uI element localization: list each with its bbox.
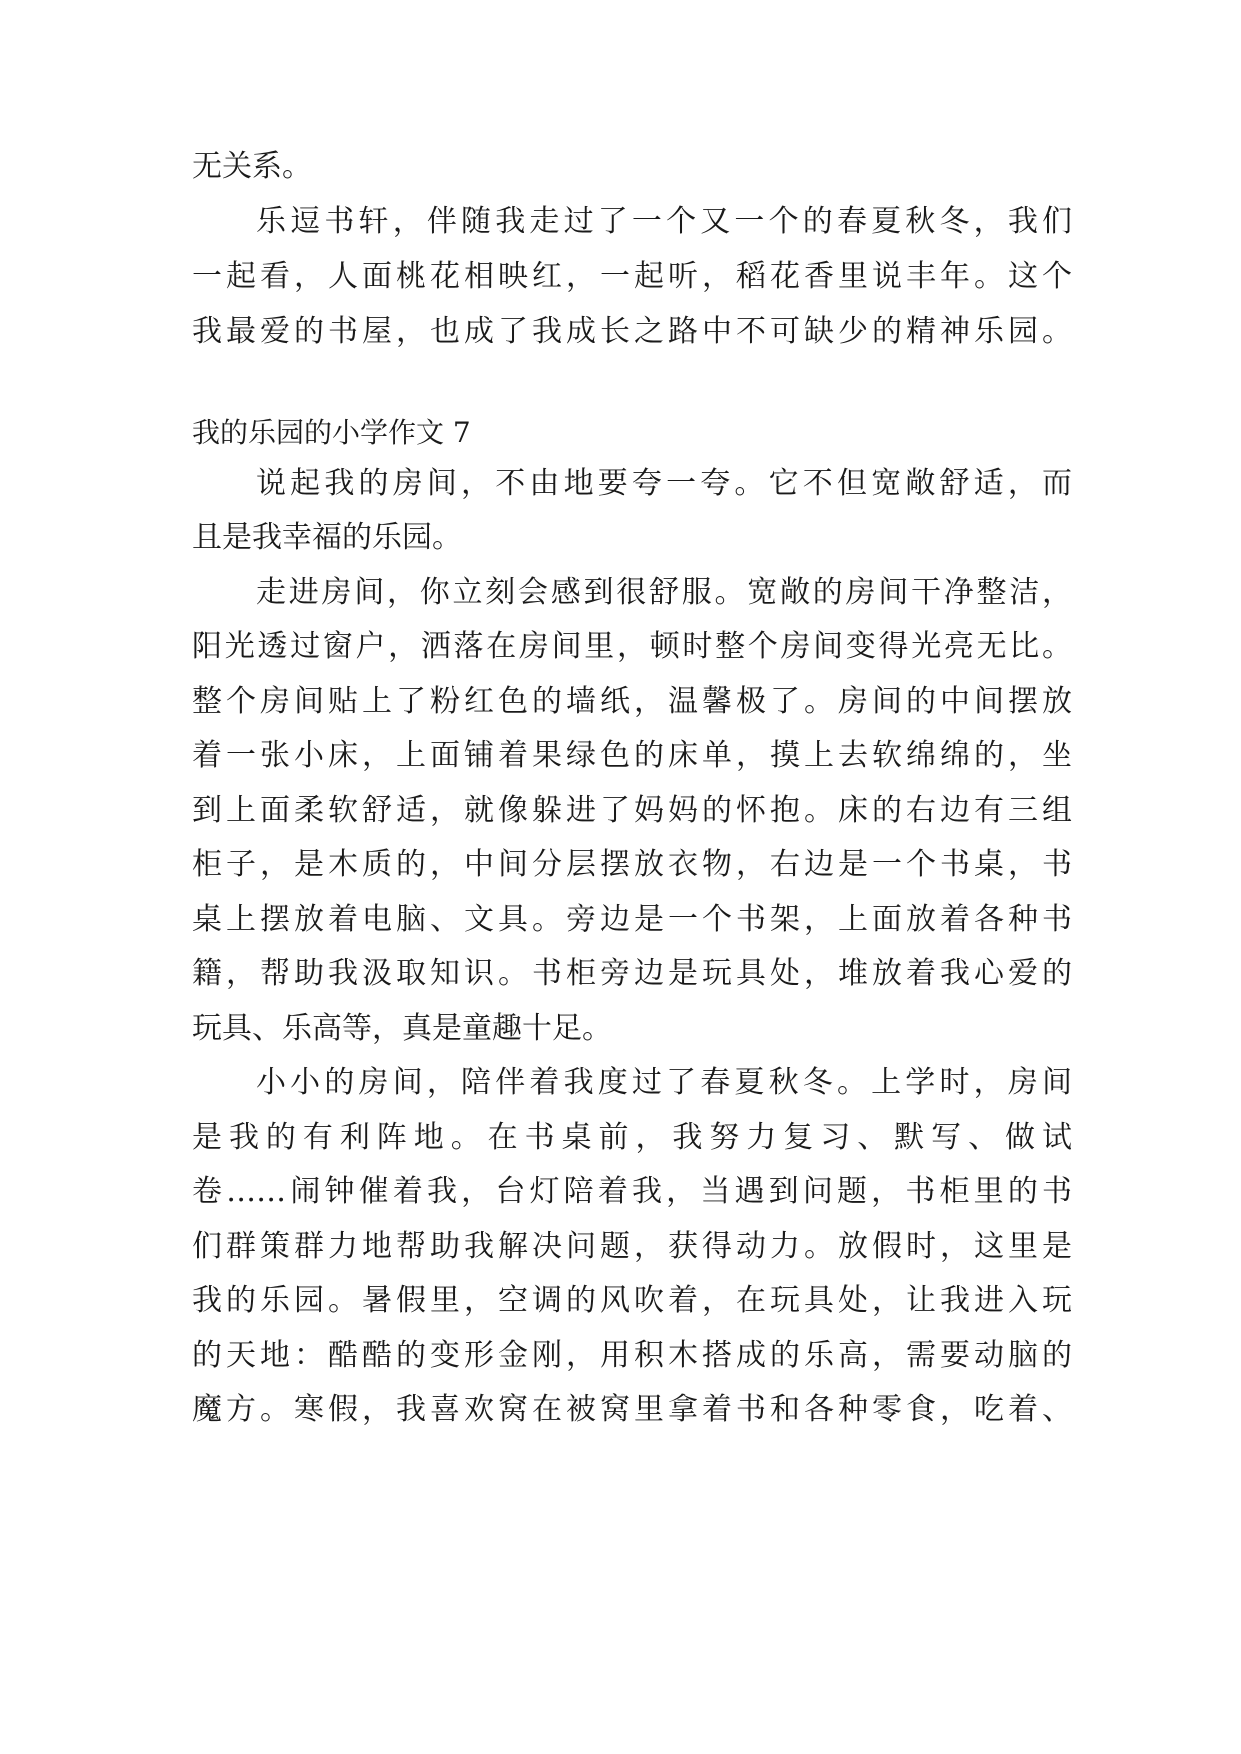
text-line: 桌上摆放着电脑、文具。旁边是一个书架，上面放着各种书: [192, 902, 1072, 937]
text-line: 说起我的房间，不由地要夸一夸。它不但宽敞舒适，而: [256, 466, 1072, 501]
text-line: 一起看，人面桃花相映红，一起听，稻花香里说丰年。这个: [192, 259, 1072, 294]
text-line: 无关系。: [192, 149, 312, 184]
text-line: 魔方。寒假，我喜欢窝在被窝里拿着书和各种零食，吃着、: [192, 1392, 1072, 1427]
text-line: 我最爱的书屋，也成了我成长之路中不可缺少的精神乐园。: [192, 314, 1072, 349]
text-line: 走进房间，你立刻会感到很舒服。宽敞的房间干净整洁，: [256, 575, 1072, 610]
text-line: 们群策群力地帮助我解决问题，获得动力。放假时，这里是: [192, 1229, 1072, 1264]
text-line: 玩具、乐高等，真是童趣十足。: [192, 1011, 612, 1046]
text-line: 整个房间贴上了粉红色的墙纸，温馨极了。房间的中间摆放: [192, 684, 1072, 719]
text-line: 且是我幸福的乐园。: [192, 520, 462, 555]
text-line: 着一张小床，上面铺着果绿色的床单，摸上去软绵绵的，坐: [192, 738, 1072, 773]
text-line: 籍，帮助我汲取知识。书柜旁边是玩具处，堆放着我心爱的: [192, 956, 1072, 991]
section-heading: 我的乐园的小学作文 7: [192, 416, 471, 449]
text-line: 小小的房间，陪伴着我度过了春夏秋冬。上学时，房间: [256, 1065, 1072, 1100]
text-line: 的天地：酷酷的变形金刚，用积木搭成的乐高，需要动脑的: [192, 1338, 1072, 1373]
text-line: 阳光透过窗户，洒落在房间里，顿时整个房间变得光亮无比。: [192, 629, 1072, 664]
text-line: 是我的有利阵地。在书桌前，我努力复习、默写、做试: [192, 1120, 1072, 1155]
text-line: 卷……闹钟催着我，台灯陪着我，当遇到问题，书柜里的书: [192, 1174, 1072, 1209]
text-line: 到上面柔软舒适，就像躲进了妈妈的怀抱。床的右边有三组: [192, 793, 1072, 828]
text-line: 我的乐园。暑假里，空调的风吹着，在玩具处，让我进入玩: [192, 1283, 1072, 1318]
text-line: 乐逗书轩，伴随我走过了一个又一个的春夏秋冬，我们: [256, 204, 1072, 239]
text-line: 柜子，是木质的，中间分层摆放衣物，右边是一个书桌，书: [192, 847, 1072, 882]
